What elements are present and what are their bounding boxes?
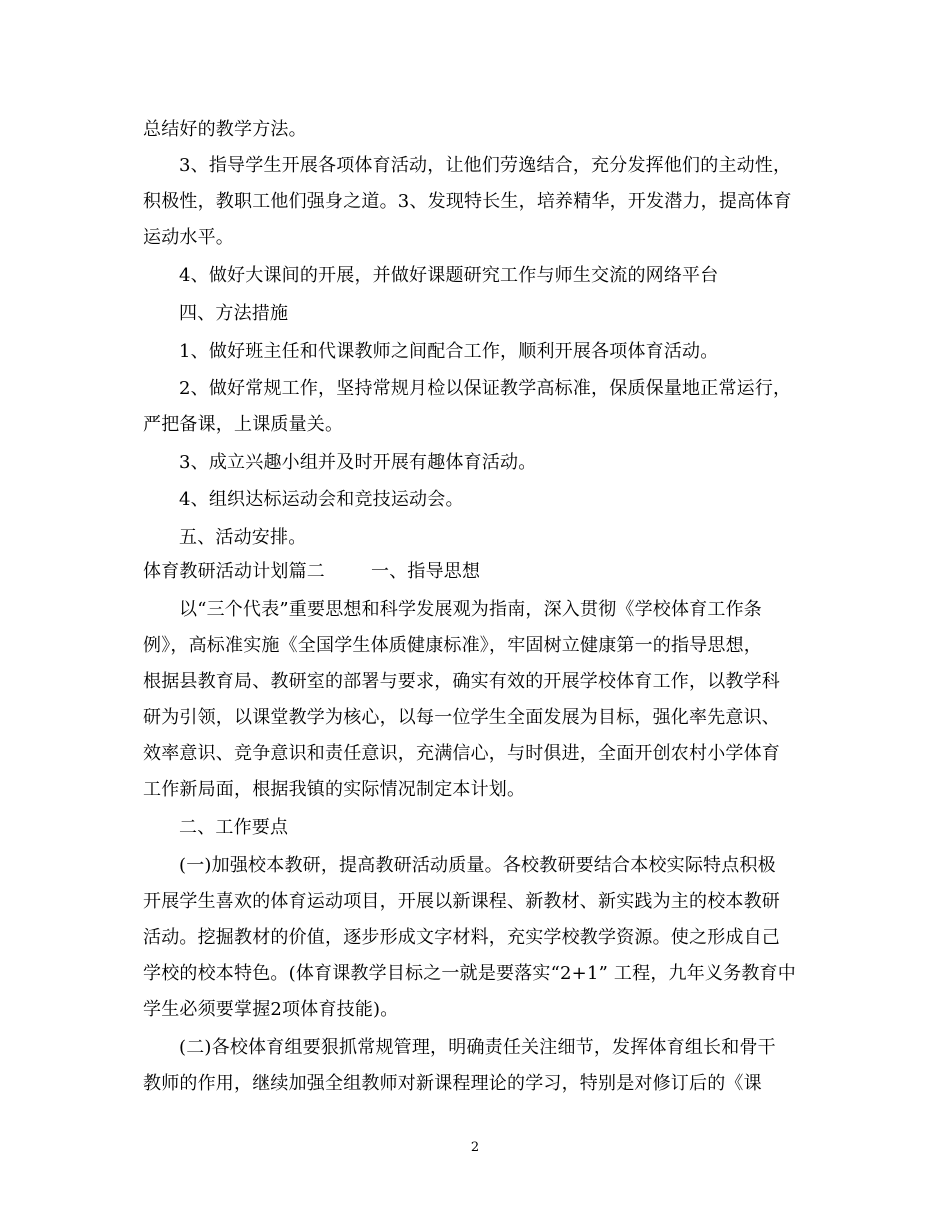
section-title-left: 体育教研活动计划篇二 <box>143 561 325 582</box>
paragraph-line: 根据县教育局、教研室的部署与要求，确实有效的开展学校体育工作，以教学科 <box>143 671 780 692</box>
paragraph-line: 运动水平。 <box>143 227 234 248</box>
section-heading: 二、工作要点 <box>179 817 289 838</box>
paragraph-line: 以“三个代表”重要思想和科学发展观为指南，深入贯彻《学校体育工作条 <box>179 599 763 620</box>
section-title-right: 一、指导思想 <box>371 561 481 582</box>
paragraph-line: 学校的校本特色。(体育课教学目标之一就是要落实“2+1” 工程，九年义务教育中 <box>143 963 796 984</box>
paragraph-line: 4、组织达标运动会和竞技运动会。 <box>179 489 464 510</box>
paragraph-line: 学生必须要掌握2项体育技能)。 <box>143 999 399 1020</box>
paragraph-line: (一)加强校本教研，提高教研活动质量。各校教研要结合本校实际特点积极 <box>179 855 776 876</box>
paragraph-line: 严把备课，上课质量关。 <box>143 414 344 435</box>
paragraph-line: 教师的作用，继续加强全组教师对新课程理论的学习，特别是对修订后的《课 <box>143 1073 762 1094</box>
paragraph-line: 活动。挖掘教材的价值，逐步形成文字材料，充实学校教学资源。使之形成自己 <box>143 927 780 948</box>
paragraph-line: 积极性，教职工他们强身之道。3、发现特长生，培养精华，开发潜力，提高体育 <box>143 191 792 212</box>
paragraph-line: (二)各校体育组要狠抓常规管理，明确责任关注细节，发挥体育组长和骨干 <box>179 1037 776 1058</box>
paragraph-line: 3、指导学生开展各项体育活动，让他们劳逸结合，充分发挥他们的主动性， <box>179 155 792 176</box>
paragraph-line: 总结好的教学方法。 <box>143 119 307 140</box>
paragraph-line: 效率意识、竞争意识和责任意识，充满信心，与时俱进，全面开创农村小学体育 <box>143 743 780 764</box>
paragraph-line: 工作新局面，根据我镇的实际情况制定本计划。 <box>143 779 526 800</box>
page-number: 2 <box>470 1140 480 1155</box>
paragraph-line: 开展学生喜欢的体育运动项目，开展以新课程、新教材、新实践为主的校本教研 <box>143 891 780 912</box>
paragraph-line: 4、做好大课间的开展，并做好课题研究工作与师生交流的网络平台 <box>179 265 719 286</box>
section-title-line <box>143 560 480 584</box>
paragraph-line: 3、成立兴趣小组并及时开展有趣体育活动。 <box>179 452 537 473</box>
paragraph-line: 2、做好常规工作，坚持常规月检以保证教学高标准，保质保量地正常运行， <box>179 378 792 399</box>
paragraph-line: 研为引领，以课堂教学为核心，以每一位学生全面发展为目标，强化率先意识、 <box>143 707 780 728</box>
paragraph-line: 1、做好班主任和代课教师之间配合工作，顺利开展各项体育活动。 <box>179 341 719 362</box>
section-heading: 五、活动安排。 <box>179 527 307 548</box>
paragraph-line: 例》，高标准实施《全国学生体质健康标准》，牢固树立健康第一的指导思想， <box>143 635 762 656</box>
section-heading: 四、方法措施 <box>179 303 289 324</box>
